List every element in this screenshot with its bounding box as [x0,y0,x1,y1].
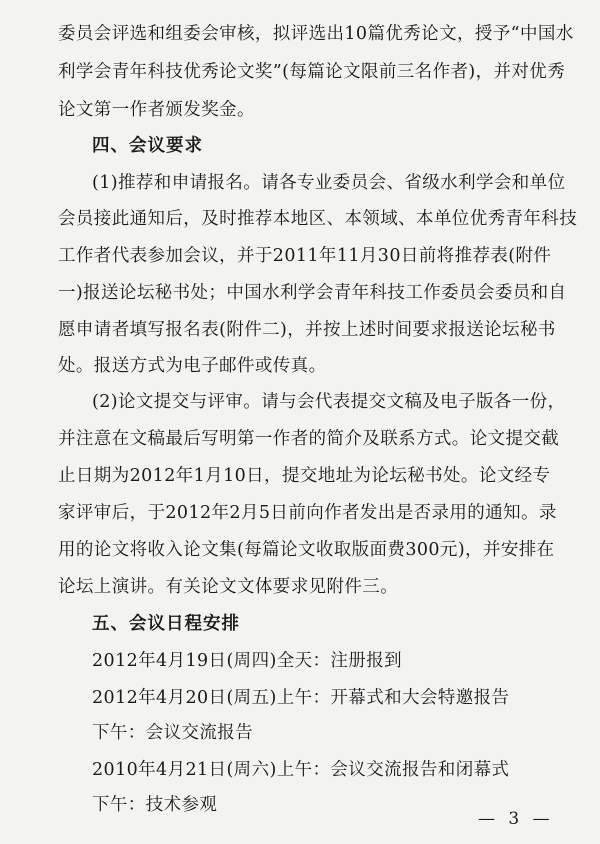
page-number: — 3 — [478,809,554,829]
paragraph-line: 会员接此通知后，及时推荐本地区、本领域、本单位优秀青年科技 [58,209,578,229]
paragraph-line: 利学会青年科技优秀论文奖”(每篇论文限前三名作者)，并对优秀 [58,62,566,82]
paragraph-line: 并注意在文稿最后写明第一作者的简介及联系方式。论文提交截 [58,429,560,449]
paragraph-line: 工作者代表参加会议，并于2011年11月30日前将推荐表(附件 [58,246,552,266]
paragraph-line: (1)推荐和申请报名。请各专业委员会、省级水利学会和单位 [92,173,566,193]
paragraph-line: 用的论文将收入论文集(每篇论文收取版面费300元)，并安排在 [58,540,555,560]
paragraph-line: 处。报送方式为电子邮件或传真。 [58,356,327,376]
schedule-item: 2012年4月20日(周五)上午：开幕式和大会特邀报告 [92,688,510,708]
schedule-item: 2010年4月21日(周六)上午：会议交流报告和闭幕式 [92,760,510,780]
schedule-item: 2012年4月19日(周四)全天：注册报到 [92,651,402,671]
paragraph-line: (2)论文提交与评审。请与会代表提交文稿及电子版各一份， [92,392,566,412]
schedule-item: 下午：会议交流报告 [92,723,254,743]
paragraph-line: 愿申请者填写报名表(附件二)，并按上述时间要求报送论坛秘书 [58,320,556,340]
schedule-item: 下午：技术参观 [92,795,218,815]
paragraph-line: 一)报送论坛秘书处；中国水利学会青年科技工作委员会委员和自 [58,283,567,303]
paragraph-line: 论坛上演讲。有关论文文体要求见附件三。 [58,577,399,597]
paragraph-line: 论文第一作者颁发奖金。 [58,100,255,120]
paragraph-line: 委员会评选和组委会审核，拟评选出10篇优秀论文，授予“中国水 [58,24,574,44]
section-heading-schedule: 五、会议日程安排 [92,614,240,634]
paragraph-line: 家评审后，于2012年2月5日前向作者发出是否录用的通知。录 [58,503,557,523]
section-heading-requirements: 四、会议要求 [92,136,203,156]
paragraph-line: 止日期为2012年1月10日，提交地址为论坛秘书处。论文经专 [58,466,551,486]
